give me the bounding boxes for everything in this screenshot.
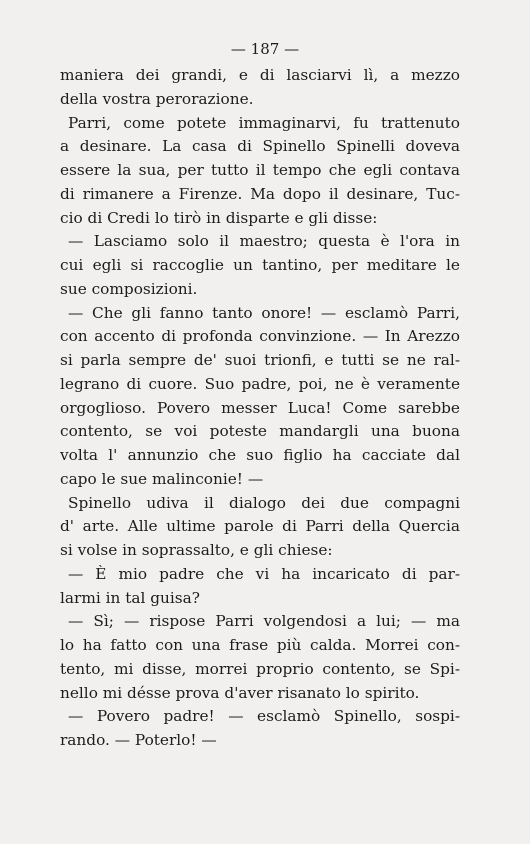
text-line: — Povero padre! — esclamò Spinello, sospi- [68, 707, 460, 726]
text-line: nello mi désse prova d'aver risanato lo spirito. [60, 683, 420, 702]
text-line: rando. — Poterlo! — [60, 731, 217, 749]
text-line: sue composizioni. [60, 279, 198, 298]
text-line: — Lasciamo solo il maestro; questa è l'ora in [68, 232, 460, 251]
text-line: della vostra perorazione. [60, 89, 254, 108]
text-line: essere la sua, per tutto il tempo che egli contava [60, 161, 460, 179]
text-line: — È mio padre che vi ha incaricato di par- [68, 564, 460, 583]
text-line: si parla sempre de' suoi trionfi, e tutti se ne ral- [60, 351, 460, 369]
text-line: larmi in tal guisa? [60, 588, 200, 607]
text-line: di rimanere a Firenze. Ma dopo il desinare, Tuc- [60, 184, 460, 203]
text-line: a desinare. La casa di Spinello Spinelli doveva [60, 137, 460, 156]
text-line: Parri, come potete immaginarvi, fu trattenuto [68, 113, 460, 132]
text-line: tento, mi disse, morrei proprio contento, se Spi- [60, 659, 460, 678]
text-line: con accento di profonda convinzione. — In Arezzo [60, 327, 460, 346]
text-line: d' arte. Alle ultime parole di Parri della Quercia [60, 517, 460, 536]
page-number: — 187 — [230, 40, 300, 58]
text-line: — Sì; — rispose Parri volgendosi a lui; — ma [68, 612, 460, 631]
text-line: Spinello udiva il dialogo dei due compagni [68, 493, 460, 512]
text-line: contento, se voi poteste mandargli una buona [60, 422, 460, 441]
text-line: legrano di cuore. Suo padre, poi, ne è veramente [60, 374, 460, 393]
text-line: capo le sue malinconie! — [60, 469, 264, 488]
text-line: cui egli si raccoglie un tantino, per meditare le [60, 256, 460, 274]
text-line: orgoglioso. Povero messer Luca! Come sarebbe [60, 398, 460, 417]
text-line: maniera dei grandi, e di lasciarvi lì, a mezzo [60, 66, 460, 84]
text-line: — Che gli fanno tanto onore! — esclamò Parri, [68, 303, 460, 322]
text-line: volta l' annunzio che suo figlio ha cacciate dal [60, 446, 460, 464]
text-line: cio di Credi lo tirò in disparte e gli disse: [60, 208, 378, 227]
page-text [60, 64, 460, 753]
text-line: lo ha fatto con una frase più calda. Morrei con- [60, 636, 460, 654]
text-line: si volse in soprassalto, e gli chiese: [60, 541, 333, 559]
